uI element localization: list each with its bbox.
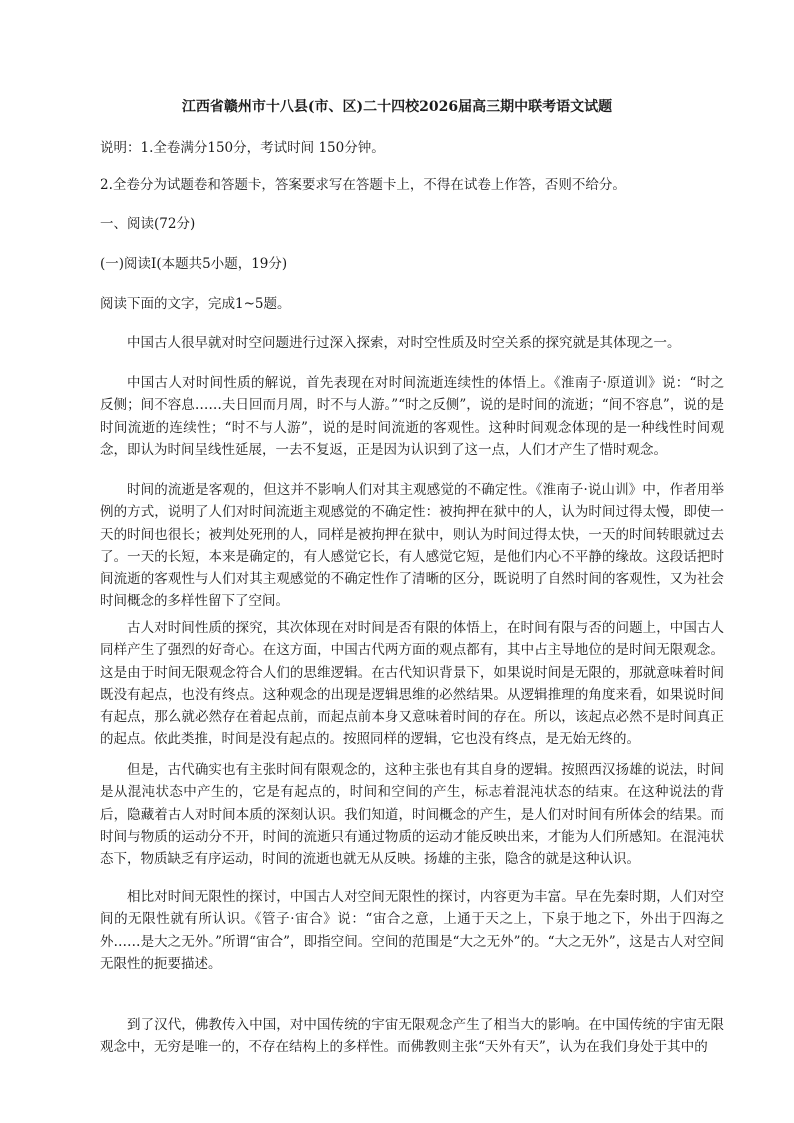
passage-paragraph-5: 但是，古代确实也有主张时间有限观念的，这种主张也有其自身的逻辑。按照西汉扬雄的说法，时间是从混沌状态中产生的，它是有起点的，时间和空间的产生，标志着混沌状态的结束。在这种说法的背后，隐藏着古人对时间本质的深刻认识。我们知道，时间概念的产生，是人们对时间有所体会的结果。而时间与物质的运动分不开，时间的流逝只有通过物质的运动才能反映出来，才能为人们所感知。在混沌状态下，物质缺乏有序运动，时间的流逝也就无从反映。扬雄的主张，隐含的就是这种认识。 bbox=[100, 762, 724, 868]
reading-directions: 阅读下面的文字，完成1~5题。 bbox=[100, 296, 291, 312]
passage-paragraph-3: 时间的流逝是客观的，但这并不影响人们对其主观感觉的不确定性。《淮南子·说山训》中，作者用举例的方式，说明了人们对时间流逝主观感觉的不确定性：被拘押在狱中的人，认为时间过得太慢，即使一天的时间也很长；被判处死刑的人，同样是被拘押在狱中，则认为时间过得太快，一天的时间转眼就过去了。一天的长短，本来是确定的，有人感觉它长，有人感觉它短，是他们内心不平静的缘故。这段话把时间流逝的客观性与人们对其主观感觉的不确定性作了清晰的区分，既说明了自然时间的客观性，又为社会时间概念的多样性留下了空间。 bbox=[100, 482, 724, 610]
exam-title: 江西省赣州市十八县(市、区)二十四校2026届高三期中联考语文试题 bbox=[181, 99, 613, 115]
instruction-2: 2.全卷分为试题卷和答题卡，答案要求写在答题卡上，不得在试卷上作答，否则不给分。 bbox=[100, 177, 626, 193]
section-heading: 一、阅读(72分) bbox=[100, 216, 196, 232]
passage-paragraph-4: 古人对时间性质的探究，其次体现在对时间是否有限的体悟上，在时间有限与否的问题上，中国古人同样产生了强烈的好奇心。在这方面，中国古代两方面的观点都有，其中占主导地位的是时间无限观念。这是由于时间无限观念符合人们的思维逻辑。在古代知识背景下，如果说时间是无限的，那就意味着时间既没有起点，也没有终点。这种观念的出现是逻辑思维的必然结果。从逻辑推理的角度来看，如果说时间有起点，那么就必然存在着起点前，而起点前本身又意味着时间的存在。所以，该起点必然不是时间真正的起点。依此类推，时间是没有起点的。按照同样的逻辑，它也没有终点，是无始无终的。 bbox=[100, 620, 724, 748]
passage-paragraph-6: 相比对时间无限性的探讨，中国古人对空间无限性的探讨，内容更为丰富。早在先秦时期，人们对空间的无限性就有所认识。《管子·宙合》说：“宙合之意，上通于天之上，下泉于地之下，外出于四海之外……是大之无外。”所谓“宙合”，即指空间。空间的范围是“大之无外”的。“大之无外”，这是古人对空间无限性的扼要描述。 bbox=[100, 889, 724, 972]
subsection-heading: (一)阅读Ⅰ(本题共5小题，19分) bbox=[100, 256, 288, 272]
passage-paragraph-1: 中国古人很早就对时空问题进行过深入探索，对时空性质及时空关系的探究就是其体现之一。 bbox=[127, 335, 681, 351]
passage-paragraph-2: 中国古人对时间性质的解说，首先表现在对时间流逝连续性的体悟上。《淮南子·原道训》说：“时之反侧；间不容息……夫日回而月周，时不与人游。”“时之反侧”，说的是时间的流逝；“间不容息”，说的是时间流逝的连续性；“时不与人游”，说的是时间流逝的客观性。这种时间观念体现的是一种线性时间观念，即认为时间呈线性延展，一去不复返，正是因为认识到了这一点，人们才产生了惜时观念。 bbox=[100, 375, 724, 458]
instruction-1: 说明：1.全卷满分150分，考试时间 150分钟。 bbox=[100, 140, 385, 156]
passage-paragraph-7: 到了汉代，佛教传入中国，对中国传统的宇宙无限观念产生了相当大的影响。在中国传统的宇宙无限观念中，无穷是唯一的，不存在结构上的多样性。而佛教则主张“天外有天”，认为在我们身处于其中的 bbox=[100, 1017, 724, 1056]
